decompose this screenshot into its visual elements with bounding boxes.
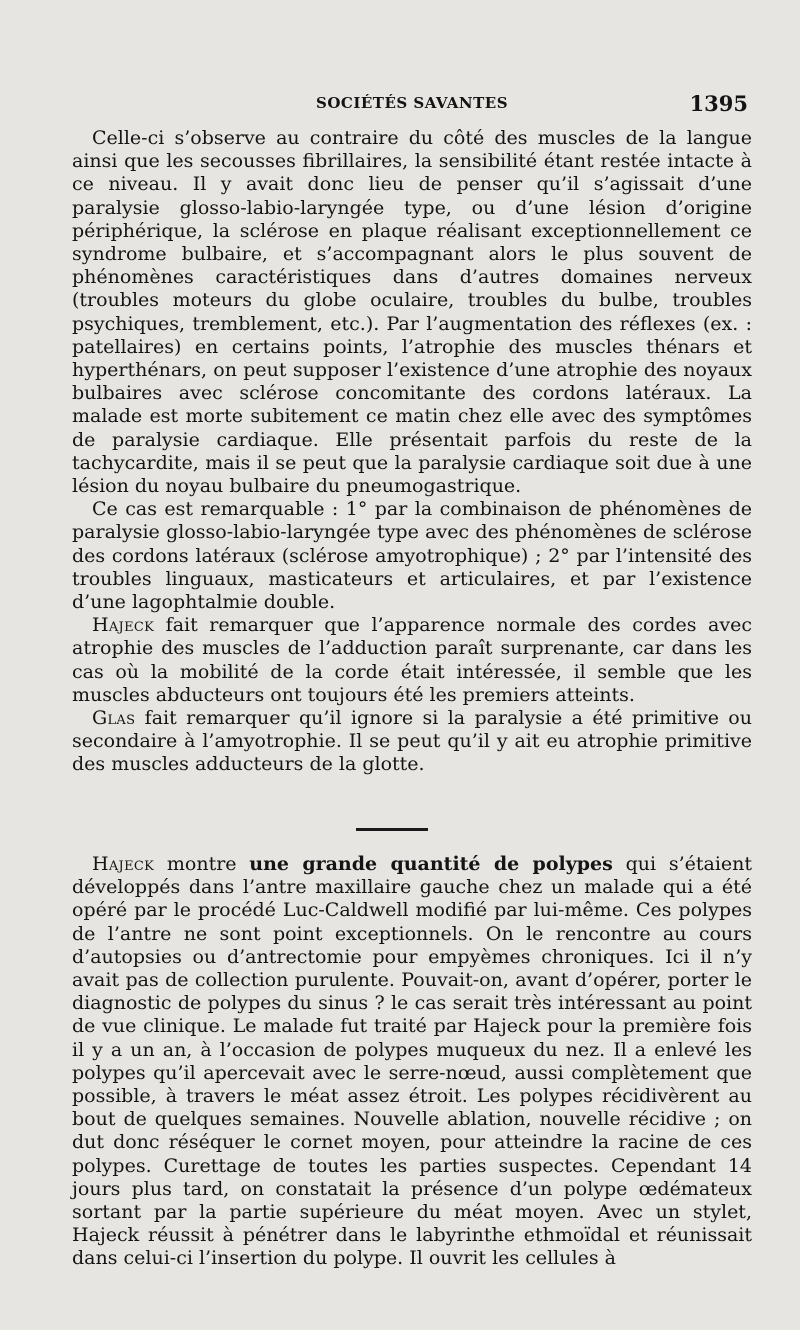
section-2-text bbox=[72, 853, 752, 1271]
running-title: SOCIÉTÉS SAVANTES bbox=[316, 94, 509, 112]
paragraph-3 bbox=[72, 614, 752, 707]
paragraph-1: Celle-ci s’observe au contraire du côté des muscles de la langue ainsi que les secousses fibrillaires, la sensibilité étant restée intacte à ce niveau. Il y avait donc lieu de penser qu’il s’agissait d’une paralysie glosso-labio-laryngée type, ou d’une lésion d’origine périphérique, la sclérose en plaque réalisant exceptionnellement ce syndrome bulbaire, et s’accompagnant alors le plus souvent de phénomènes caractéristiques dans d’autres domaines nerveux (troubles moteurs du globe oculaire, troubles du bulbe, troubles psychiques, tremblement, etc.). Par l’augmentation des réflexes (ex. : patellaires) en certains points, l’atrophie des muscles thénars et hyperthénars, on peut supposer l’existence d’une atrophie des noyaux bulbaires avec sclérose concomitante des cordons latéraux. La malade est morte subitement ce matin chez elle avec des symptômes de paralysie cardiaque. Elle présentait parfois du reste de la tachycardite, mais il se peut que la paralysie cardiaque soit due à une lésion du noyau bulbaire du pneumogastrique. bbox=[72, 127, 752, 498]
speaker-name-hajeck: Hajeck bbox=[92, 614, 155, 637]
section-1-text bbox=[72, 127, 752, 777]
page-number: 1395 bbox=[689, 91, 748, 116]
paragraph-5-lead: montre bbox=[154, 853, 250, 875]
paragraph-5-bold-phrase: une grande quantité de polypes bbox=[249, 853, 613, 875]
section-separator bbox=[356, 828, 428, 831]
paragraph-2: Ce cas est remarquable : 1° par la combinaison de phénomènes de paralysie glosso-labio-laryngée type avec des phénomènes de sclérose des cordons latéraux (sclérose amyotrophique) ; 2° par l’intensité des troubles linguaux, masticateurs et articulaires, et par l’existence d’une lagophtalmie double. bbox=[72, 498, 752, 614]
paragraph-4-text: fait remarquer qu’il ignore si la paralysie a été primitive ou secondaire à l’amyotrophie. Il se peut qu’il y ait eu atrophie primitive des muscles adducteurs de la glotte. bbox=[72, 707, 752, 776]
running-head bbox=[70, 91, 750, 122]
speaker-name-glas: Glas bbox=[92, 707, 136, 730]
paragraph-5 bbox=[72, 853, 752, 1271]
paragraph-3-text: fait remarquer que l’apparence normale des cordes avec atrophie des muscles de l’adduction paraît surprenante, car dans les cas où la mobilité de la corde était intéressée, il semble que les muscles abducteurs ont toujours été les premiers atteints. bbox=[72, 614, 752, 706]
paragraph-4 bbox=[72, 707, 752, 777]
speaker-name-hajeck-2: Hajeck bbox=[92, 853, 155, 875]
paragraph-5-text: qui s’étaient développés dans l’antre maxillaire gauche chez un malade qui a été opéré par le procédé Luc-Caldwell modifié par lui-même. Ces polypes de l’antre ne sont point exceptionnels. On le rencontre au cours d’autopsies ou d’antrectomie pour empyèmes chroniques. Ici il n’y avait pas de collection purulente. Pouvait-on, avant d’opérer, porter le diagnostic de polypes du sinus ? le cas serait très intéressant au point de vue clinique. Le malade fut traité par Hajeck pour la première fois il y a un an, à l’occasion de polypes muqueux du nez. Il a enlevé les polypes qu’il apercevait avec le serre-nœud, aussi complètement que possible, à travers le méat assez étroit. Les polypes récidivèrent au bout de quelques semaines. Nouvelle ablation, nouvelle récidive ; on dut donc réséquer le cornet moyen, pour atteindre la racine de ces polypes. Curettage de toutes les parties suspectes. Cependant 14 jours plus tard, on constatait la présence d’un polype œdémateux sortant par la partie supérieure du méat moyen. Avec un stylet, Hajeck réussit à pénétrer dans le labyrinthe ethmoïdal et réunissait dans celui-ci l’insertion du polype. Il ouvrit les cellules à bbox=[72, 853, 753, 1270]
